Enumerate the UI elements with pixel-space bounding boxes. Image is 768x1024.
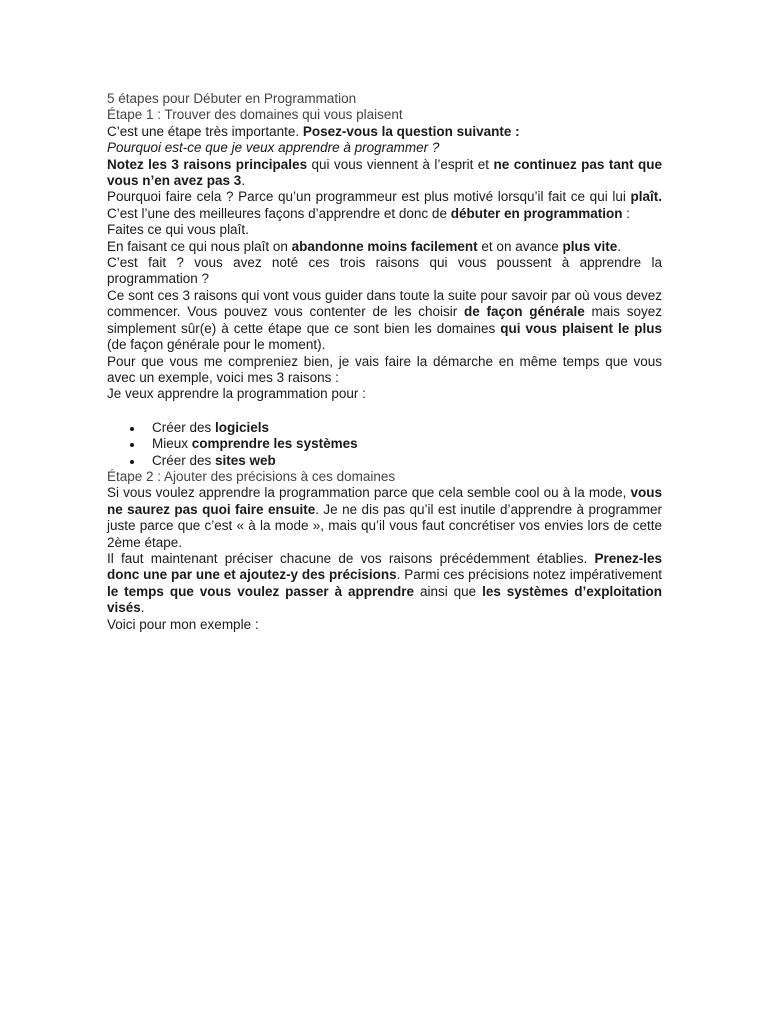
step-1-heading: Étape 1 : Trouver des domaines qui vous plaisent <box>107 107 403 123</box>
paragraph-note-reasons: Notez les 3 raisons principales qui vous viennent à l’esprit et ne continuez pas tant que vous n’en avez pas 3. <box>107 156 663 189</box>
paragraph-precisions: Il faut maintenant préciser chacune de vos raisons précédemment établies. Prenez-les donc une par une et ajoutez-y des précisions. Parmi ces précisions notez impérativement le temps que vous voulez passer à apprendre ainsi que les systèmes d’exploitation visés. <box>107 550 662 616</box>
paragraph-reasons-lead: Je veux apprendre la programmation pour : <box>107 386 366 402</box>
paragraph-guide: Ce sont ces 3 raisons qui vont vous guider dans toute la suite pour savoir par où vous devez commencer. Vous pouvez vous contenter de les choisir de façon générale mais soyez simplement sûr(e) à cette étape que ce sont bien les domaines qui vous plaisent le plus (de façon générale pour le moment). <box>107 287 662 353</box>
paragraph-do-what-you-like: Faites ce qui vous plaît. <box>107 222 249 238</box>
document-title: 5 étapes pour Débuter en Programmation <box>107 91 357 106</box>
paragraph-intro: C’est une étape très importante. Posez-vous la question suivante : <box>107 123 520 139</box>
reasons-list <box>107 420 662 469</box>
paragraph-question: Pourquoi est-ce que je veux apprendre à programmer ? <box>107 140 440 156</box>
step-2-heading: Étape 2 : Ajouter des précisions à ces domaines <box>107 468 396 484</box>
paragraph-done: C’est fait ? vous avez noté ces trois raisons qui vous poussent à apprendre la programmation ? <box>107 255 662 287</box>
document-page <box>107 91 662 633</box>
paragraph-example-intro: Pour que vous me compreniez bien, je vais faire la démarche en même temps que vous avec un exemple, voici mes 3 raisons : <box>107 353 662 385</box>
list-item: Créer des sites web <box>107 453 662 469</box>
paragraph-my-example: Voici pour mon exemple : <box>107 616 259 632</box>
paragraph-cool: Si vous voulez apprendre la programmation parce que cela semble cool ou à la mode, vous ne saurez pas quoi faire ensuite. Je ne dis pas qu’il est inutile d’apprendre à programmer juste parce que c’est « à la mode », mais qu’il vous faut concrétiser vos envies lors de cette 2ème étape. <box>107 485 662 550</box>
paragraph-why: Pourquoi faire cela ? Parce qu’un programmeur est plus motivé lorsqu’il fait ce qui lui plaît. C’est l’une des meilleures façons d’apprendre et donc de débuter en programmation : <box>107 189 662 221</box>
paragraph-motivation: En faisant ce qui nous plaît on abandonne moins facilement et on avance plus vite. <box>107 238 622 254</box>
list-item: Créer des logiciels <box>107 420 662 436</box>
list-item: Mieux comprendre les systèmes <box>107 436 662 452</box>
